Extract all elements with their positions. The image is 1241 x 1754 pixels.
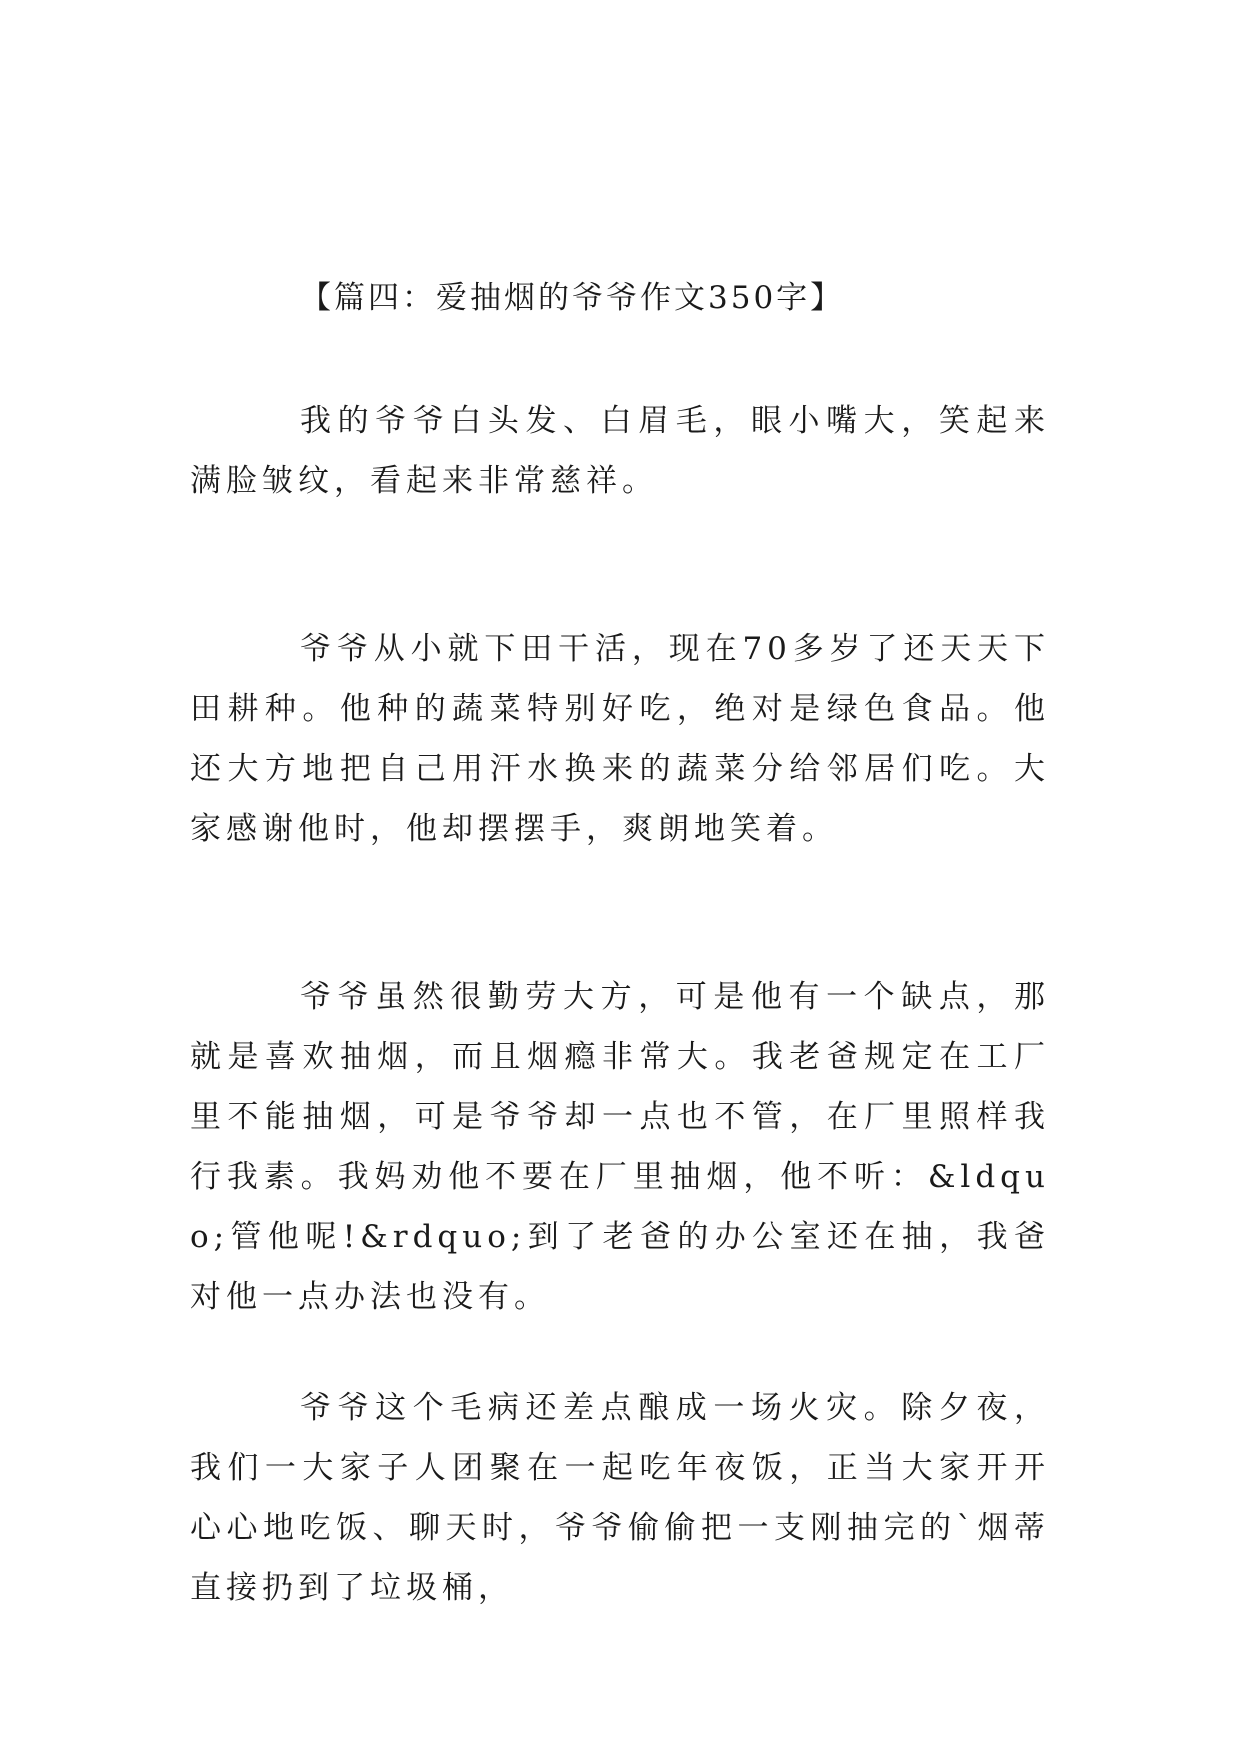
paragraph-2: 爷爷从小就下田干活，现在70多岁了还天天下田耕种。他种的蔬菜特别好吃，绝对是绿色食品。他还大方地把自己用汗水换来的蔬菜分给邻居们吃。大家感谢他时，他却摆摆手，爽朗地笑着。 xyxy=(190,631,1050,847)
essay-title: 【篇四：爱抽烟的爷爷作文350字】 xyxy=(300,280,845,316)
paragraph-4: 爷爷这个毛病还差点酿成一场火灾。除夕夜，我们一大家子人团聚在一起吃年夜饭，正当大家开开心心地吃饭、聊天时，爷爷偷偷把一支刚抽完的`烟蒂直接扔到了垃圾桶， xyxy=(190,1390,1050,1606)
paragraph-1: 我的爷爷白头发、白眉毛，眼小嘴大，笑起来满脸皱纹，看起来非常慈祥。 xyxy=(190,403,1050,499)
paragraph-3: 爷爷虽然很勤劳大方，可是他有一个缺点，那就是喜欢抽烟，而且烟瘾非常大。我老爸规定在工厂里不能抽烟，可是爷爷却一点也不管，在厂里照样我行我素。我妈劝他不要在厂里抽烟，他不听：&ldquo;管他呢!&rdquo;到了老爸的办公室还在抽，我爸对他一点办法也没有。 xyxy=(190,979,1050,1315)
